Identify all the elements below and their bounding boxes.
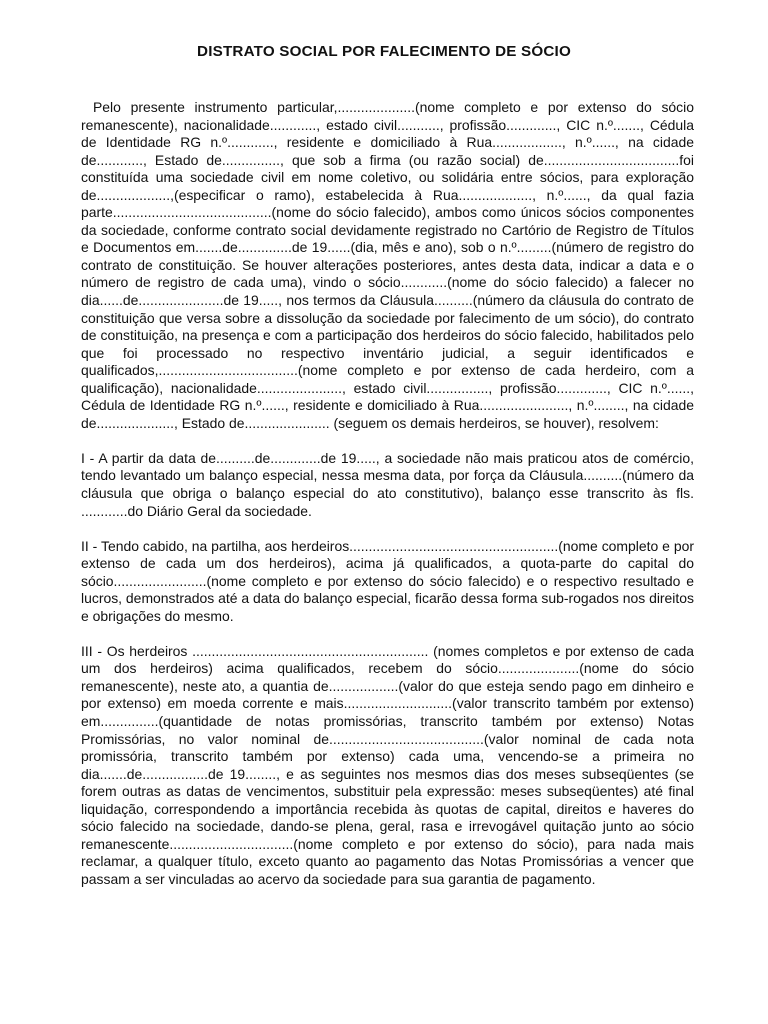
preamble-paragraph: Pelo presente instrumento particular,....................(nome completo e por extenso do sócio remanescente), nacionalidade............, estado civil..........., profissão............., CIC n.º......., Cédula de Identidade RG n.º............, residente e domiciliado à Rua.................., n.º......, na cidade de............, Estado de..............., que sob a firma (ou razão social) de...................................foi constituída uma sociedade civil em nome coletivo, ou solidária entre sócios, para exploração de...................,(especificar o ramo), estabelecida à Rua..................., n.º......, da qual fazia parte.........................................(nome do sócio falecido), ambos como únicos sócios componentes da sociedade, conforme contrato social devidamente registrado no Cartório de Registro de Títulos e Documentos em.......de..............de 19......(dia, mês e ano), sob o n.º.........(número de registro do contrato de constituição. Se houver alterações posteriores, antes desta data, indicar a data e o número de registro de cada uma), vindo o sócio............(nome do sócio falecido) a falecer no dia......de......................de 19....., nos termos da Cláusula..........(número da cláusula do contrato de constituição que versa sobre a dissolução da sociedade por falecimento de um sócio), do contrato de constituição, na presença e com a participação dos herdeiros do sócio falecido, habilitados pelo que foi processado no respectivo inventário judicial, a seguir identificados e qualificados,....................................(nome completo e por extenso de cada herdeiro, com a qualificação), nacionalidade......................, estado civil................, profissão............., CIC n.º......, Cédula de Identidade RG n.º......, residente e domiciliado à Rua......................., n.º........, na cidade de...................., Estado de...................... (seguem os demais herdeiros, se houver), resolvem: <box>81 99 694 431</box>
clause-iii-paragraph: III - Os herdeiros ............................................................. (nomes completos e por extenso de cada um dos herdeiros) acima qualificados, recebem do sócio.....................(nome do sócio remanescente), neste ato, a quantia de..................(valor do que esteja sendo pago em dinheiro e por extenso) em moeda corrente e mais............................(valor transcrito também por extenso) em...............(quantidade de notas promissórias, transcrito também por extenso) Notas Promissórias, no valor nominal de........................................(valor nominal de cada nota promissória, transcrito também por extenso) cada uma, vencendo-se a primeira no dia.......de.................de 19........, e as seguintes nos mesmos dias dos meses subseqüentes (se forem outras as datas de vencimentos, substituir pela expressão: meses subseqüentes) até final liquidação, correspondendo a importância recebida às quotas de capital, direitos e haveres do sócio falecido na sociedade, dando-se plena, geral, rasa e irrevogável quitação junto ao sócio remanescente................................(nome completo e por extenso do sócio), para nada mais reclamar, a qualquer título, exceto quanto ao pagamento das Notas Promissórias a vencer que passam a ser vinculadas ao acervo da sociedade para sua garantia de pagamento. <box>81 642 694 887</box>
document-title: DISTRATO SOCIAL POR FALECIMENTO DE SÓCIO <box>197 43 571 60</box>
clause-ii-paragraph: II - Tendo cabido, na partilha, aos herdeiros......................................................(nome completo e por extenso de cada um dos herdeiros), acima já qualificados, a quota-parte do capital do sócio........................(nome completo e por extenso do sócio falecido) e o respectivo resultado e lucros, demonstrados até a data do balanço especial, ficarão dessa forma sub-rogados nos direitos e obrigações do mesmo. <box>81 537 694 624</box>
clause-i-paragraph: I - A partir da data de..........de.............de 19....., a sociedade não mais praticou atos de comércio, tendo levantado um balanço especial, nessa mesma data, por força da Cláusula..........(número da cláusula que obriga o balanço especial do ato constitutivo), balanço esse transcrito às fls. ............do Diário Geral da sociedade. <box>81 449 694 519</box>
document-body <box>81 99 694 888</box>
